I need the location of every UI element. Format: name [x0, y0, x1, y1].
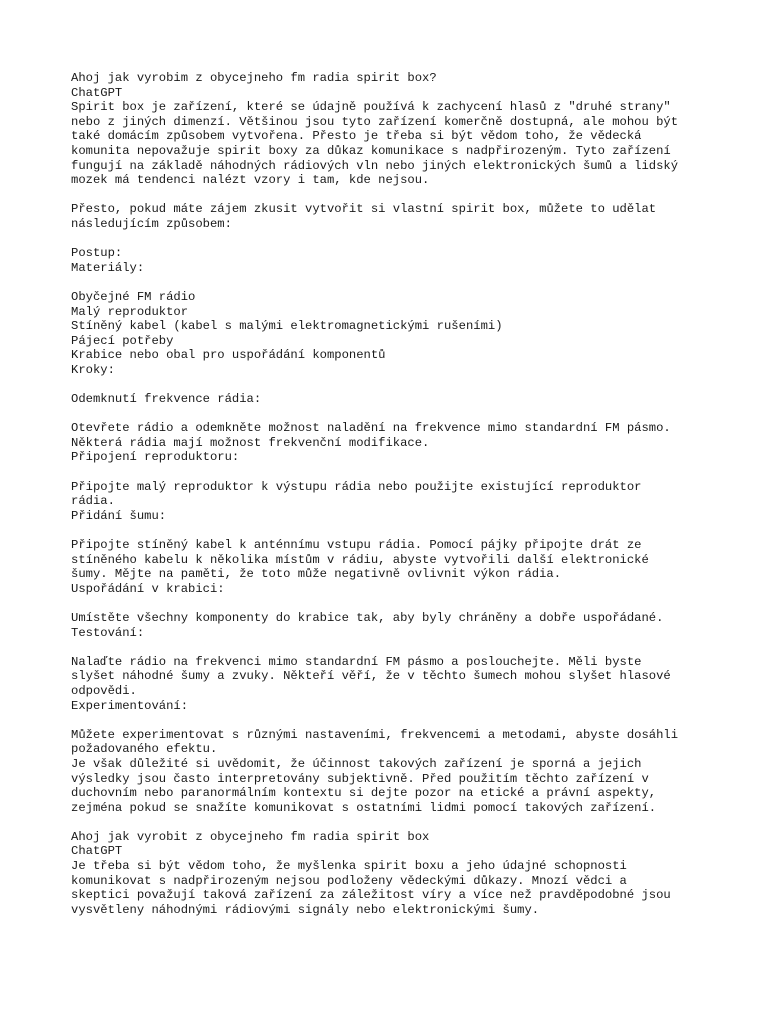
text-line: duchovním nebo paranormálním kontextu si dejte pozor na etické a právní aspekty,: [71, 786, 657, 801]
blank-line: [71, 275, 711, 290]
text-line: Je třeba si být vědom toho, že myšlenka spirit boxu a jeho údajné schopnosti: [71, 859, 627, 874]
text-line: Je však důležité si uvědomit, že účinnost takových zařízení je sporná a jejich: [71, 756, 642, 771]
text-line: vysvětleny náhodnými rádiovými signály nebo elektronickými šumy.: [71, 902, 540, 917]
text-line: Testování:: [71, 625, 145, 640]
text-line: slyšet náhodné šumy a zvuky. Někteří věří, že v těchto šumech mohou slyšet hlasové: [71, 669, 671, 684]
text-line: Přesto, pokud máte zájem zkusit vytvořit si vlastní spirit box, můžete to udělat: [71, 202, 657, 217]
text-line: Odemknutí frekvence rádia:: [71, 392, 262, 407]
text-line: nebo z jiných dimenzí. Většinou jsou tyto zařízení komerčně dostupná, ale mohou být: [71, 114, 679, 129]
text-line: Pájecí potřeby: [71, 333, 174, 348]
text-line: Postup:: [71, 246, 123, 261]
text-line: komunita nepovažuje spirit boxy za důkaz komunikace s nadpřirozeným. Tyto zařízení: [71, 143, 671, 158]
text-line: Kroky:: [71, 362, 115, 377]
text-line: zejména pokud se snažíte komunikovat s ostatními lidmi pomocí takových zařízení.: [71, 800, 657, 815]
text-line: požadovaného efektu.: [71, 742, 218, 757]
text-line: komunikovat s nadpřirozeným nejsou podloženy vědeckými důkazy. Mnozí vědci a: [71, 873, 627, 888]
text-line: výsledky jsou často interpretovány subjektivně. Před použitím těchto zařízení v: [71, 771, 649, 786]
text-line: Spirit box je zařízení, které se údajně používá k zachycení hlasů z "druhé strany": [71, 100, 671, 115]
blank-line: [71, 713, 711, 728]
text-line: také domácím způsobem vytvořena. Přesto je třeba si být vědom toho, že vědecká: [71, 129, 642, 144]
text-line: Malý reproduktor: [71, 304, 189, 319]
text-line: Materiály:: [71, 260, 145, 275]
blank-line: [71, 232, 711, 247]
text-line: Přidání šumu:: [71, 508, 167, 523]
text-line: Připojte stíněný kabel k anténnímu vstupu rádia. Pomocí pájky připojte drát ze: [71, 538, 642, 552]
blank-line: [71, 640, 711, 655]
text-line: Můžete experimentovat s různými nastaveními, frekvencemi a metodami, abyste dosáhli: [71, 727, 679, 742]
text-line: ChatGPT: [71, 85, 123, 100]
text-line: Experimentování:: [71, 698, 189, 713]
blank-line: [71, 815, 711, 830]
blank-line: [71, 596, 711, 611]
text-line: mozek má tendenci nalézt vzory i tam, kde nejsou.: [71, 173, 430, 188]
document-text: [71, 71, 711, 917]
text-line: Nalaďte rádio na frekvenci mimo standardní FM pásmo a poslouchejte. Měli byste: [71, 654, 642, 669]
text-line: Uspořádání v krabici:: [71, 581, 225, 596]
blank-line: [71, 377, 711, 392]
text-line: Umístěte všechny komponenty do krabice tak, aby byly chráněny a dobře uspořádané.: [71, 610, 664, 625]
text-line: Ahoj jak vyrobim z obycejneho fm radia spirit box?: [71, 71, 437, 85]
blank-line: [71, 465, 711, 480]
text-line: Některá rádia mají možnost frekvenční modifikace.: [71, 435, 430, 450]
text-line: Stíněný kabel (kabel s malými elektromagnetickými rušeními): [71, 319, 503, 334]
text-line: rádia.: [71, 494, 115, 509]
blank-line: [71, 523, 711, 538]
blank-line: [71, 407, 711, 422]
text-line: Připojte malý reproduktor k výstupu rádia nebo použijte existující reproduktor: [71, 479, 642, 494]
text-line: Otevřete rádio a odemkněte možnost naladění na frekvence mimo standardní FM pásmo.: [71, 421, 671, 436]
text-line: fungují na základě náhodných rádiových vln nebo jiných elektronických šumů a lidský: [71, 158, 679, 173]
text-line: skeptici považují taková zařízení za záležitost víry a více než pravděpodobné jsou: [71, 888, 671, 903]
text-line: Ahoj jak vyrobit z obycejneho fm radia spirit box: [71, 829, 430, 844]
text-line: Připojení reproduktoru:: [71, 450, 240, 465]
text-line: šumy. Mějte na paměti, že toto může negativně ovlivnit výkon rádia.: [71, 567, 562, 582]
text-line: stíněného kabelu k několika místům v rádiu, abyste vytvořili další elektronické: [71, 552, 649, 567]
text-line: odpovědi.: [71, 683, 137, 698]
text-line: ChatGPT: [71, 844, 123, 859]
text-line: Krabice nebo obal pro uspořádání komponentů: [71, 348, 386, 363]
blank-line: [71, 188, 711, 203]
text-line: Obyčejné FM rádio: [71, 289, 196, 304]
text-line: následujícím způsobem:: [71, 216, 232, 231]
